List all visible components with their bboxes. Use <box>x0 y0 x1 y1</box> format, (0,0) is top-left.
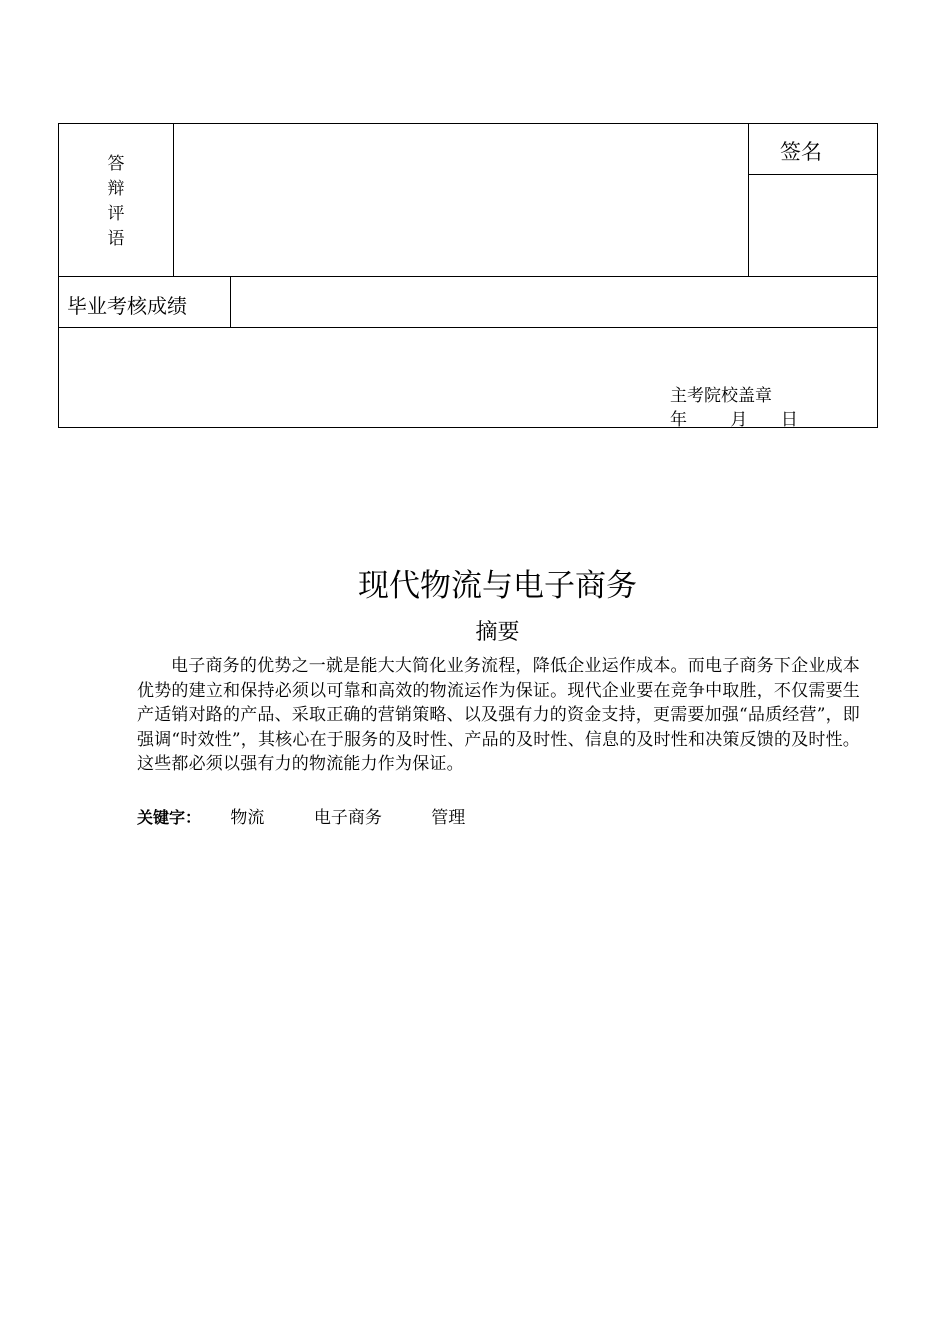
table-divider-row1 <box>58 276 878 277</box>
date-line <box>670 405 798 430</box>
keywords-label: 关键字： <box>137 808 202 827</box>
signature-label: 签名 <box>780 140 822 164</box>
defense-comment-char: 评 <box>107 204 125 224</box>
keyword: 电子商务 <box>313 808 382 828</box>
grade-field[interactable] <box>232 278 876 326</box>
defense-comment-field[interactable] <box>175 125 747 275</box>
keyword: 管理 <box>431 808 466 828</box>
table-border-left <box>58 123 59 428</box>
defense-comment-label <box>106 152 126 252</box>
seal-label: 主考院校盖章 <box>670 386 772 406</box>
grade-label: 毕业考核成绩 <box>67 294 187 318</box>
table-divider-signature <box>748 174 878 175</box>
abstract-heading: 摘要 <box>475 620 520 645</box>
table-divider-grade-col <box>230 276 231 328</box>
defense-comment-char: 答 <box>107 154 125 174</box>
table-divider-signature-col <box>748 123 749 277</box>
defense-comment-char: 辩 <box>107 179 125 199</box>
table-divider-row2 <box>58 327 878 328</box>
table-divider-label-col <box>173 123 174 277</box>
defense-comment-char: 语 <box>107 229 125 249</box>
signature-field[interactable] <box>750 176 876 275</box>
keyword: 物流 <box>230 808 265 828</box>
keywords-row <box>137 803 465 828</box>
date-year-label: 年 <box>670 410 687 430</box>
table-border-top <box>58 123 878 124</box>
date-day-label: 日 <box>780 410 798 430</box>
abstract-text: 电子商务的优势之一就是能大大简化业务流程，降低企业运作成本。而电子商务下企业成本优势的建立和保持必须以可靠和高效的物流运作为保证。现代企业要在竞争中取胜，不仅需要生产适销对路的产品、采取正确的营销策略、以及强有力的资金支持，更需要加强“品质经营”，即强调“时效性”，其核心在于服务的及时性、产品的及时性、信息的及时性和决策反馈的及时性。这些都必须以强有力的物流能力作为保证。 <box>137 656 860 774</box>
date-month-label: 月 <box>730 410 748 430</box>
paper-title: 现代物流与电子商务 <box>358 568 637 604</box>
table-border-right <box>877 123 878 428</box>
